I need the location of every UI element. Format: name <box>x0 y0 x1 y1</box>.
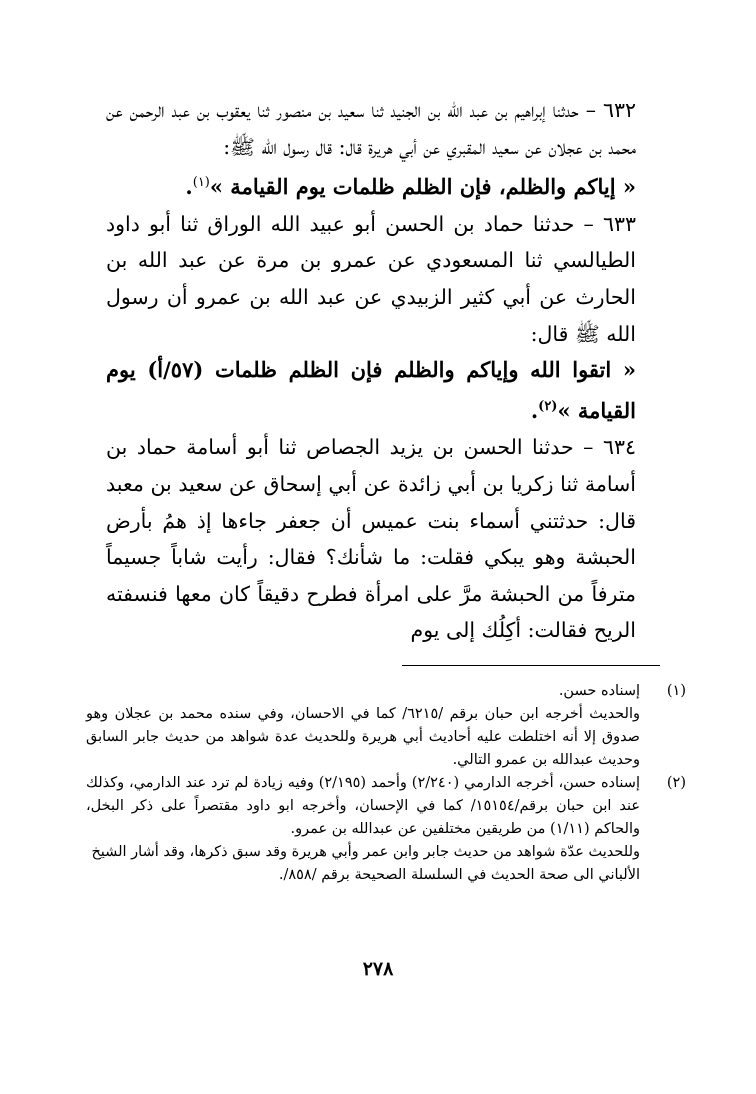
footnote-divider <box>402 665 660 666</box>
hadith-633-quote-text: « اتقوا الله وإياكم والظلم فإن الظلم ظلمات (٥٧/أ) يوم القيامة » <box>106 357 637 423</box>
hadith-633-quote <box>106 352 636 429</box>
main-text <box>106 92 636 649</box>
hadith-632-quote <box>106 165 636 206</box>
page-number: ٢٧٨ <box>362 958 394 980</box>
hadith-632: ٦٣٢ – حدثنا إبراهيم بن عبد الله بن الجنيد ثنا سعيد بن منصور ثنا يعقوب بن عبد الرحمن عن محمد بن عجلان عن سعيد المقبري عن أبي هريرة قال: قال رسول الله ﷺ: <box>106 98 636 159</box>
hadith-632-quote-end: . <box>185 174 193 200</box>
hadith-633-quote-end: . <box>530 397 539 423</box>
footnote-ref-2: (٢) <box>538 398 558 414</box>
footnote-1-line: إسناده حسن. <box>558 683 640 699</box>
footnote-ref-1: (١) <box>192 175 210 191</box>
footnotes <box>86 680 686 887</box>
footnote-1-line: والحديث أخرجه ابن حبان برقم /٦٢١٥/ كما في الاحسان، وفي سنده محمد بن عجلان وهو صدوق إلا أنه اختلطت عليه أحاديث أبي هريرة وللحديث عدة شواهد من حديث جابر السابق وحديث عبدالله بن عمرو التالي. <box>86 706 640 768</box>
footnote-2-number: (٢) <box>666 775 686 791</box>
footnote-2 <box>86 772 686 841</box>
hadith-633: ٦٣٣ – حدثنا حماد بن الحسن أبو عبيد الله الوراق ثنا أبو داود الطيالسي ثنا المسعودي عن عمرو بن مرة عن عبد الله بن الحارث عن أبي كثير الزبيدي عن عبد الله بن عمرو أن رسول الله ﷺ قال: <box>106 211 636 346</box>
hadith-632-quote-text: « إياكم والظلم، فإن الظلم ظلمات يوم القيامة » <box>209 174 636 200</box>
footnote-2-line: إسناده حسن، أخرجه الدارمي (٢/٢٤٠) وأحمد (٢/١٩٥) وفيه زيادة لم ترد عند الدارمي، وكذلك عند ابن حبان برقم/١٥١٥٤/ كما في الإحسان، وأخرجه ابو داود مقتصراً على ذكر البخل، والحاكم (١/١١) من طريقين مختلفين عن عبدالله بن عمرو. <box>86 775 640 837</box>
footnote-1 <box>86 680 686 772</box>
footnote-extra: وللحديث عدّة شواهد من حديث جابر وابن عمر وأبي هريرة وقد سبق ذكرها، وقد أشار الشيخ الألباني الى صحة الحديث في السلسلة الصحيحة برقم /٨٥٨/. <box>91 844 640 883</box>
footnote-2-body <box>86 772 640 841</box>
footnote-1-number: (١) <box>666 683 686 699</box>
footnote-1-body <box>86 680 640 772</box>
hadith-634: ٦٣٤ – حدثنا الحسن بن يزيد الجصاص ثنا أبو أسامة حماد بن أسامة ثنا زكريا بن أبي زائدة عن أبي إسحاق عن سعيد بن معبد قال: حدثتني أسماء بنت عميس أن جعفر جاءها إذ همُ بأرض الحبشة وهو يبكي فقلت: ما شأنك؟ فقال: رأيت شاباً جسيماً مترفاً من الحبشة مرَّ على امرأة فطرح دقيقاً كان معها فنسفته الريح فقالت: أكِلُك إلى يوم <box>106 435 636 643</box>
